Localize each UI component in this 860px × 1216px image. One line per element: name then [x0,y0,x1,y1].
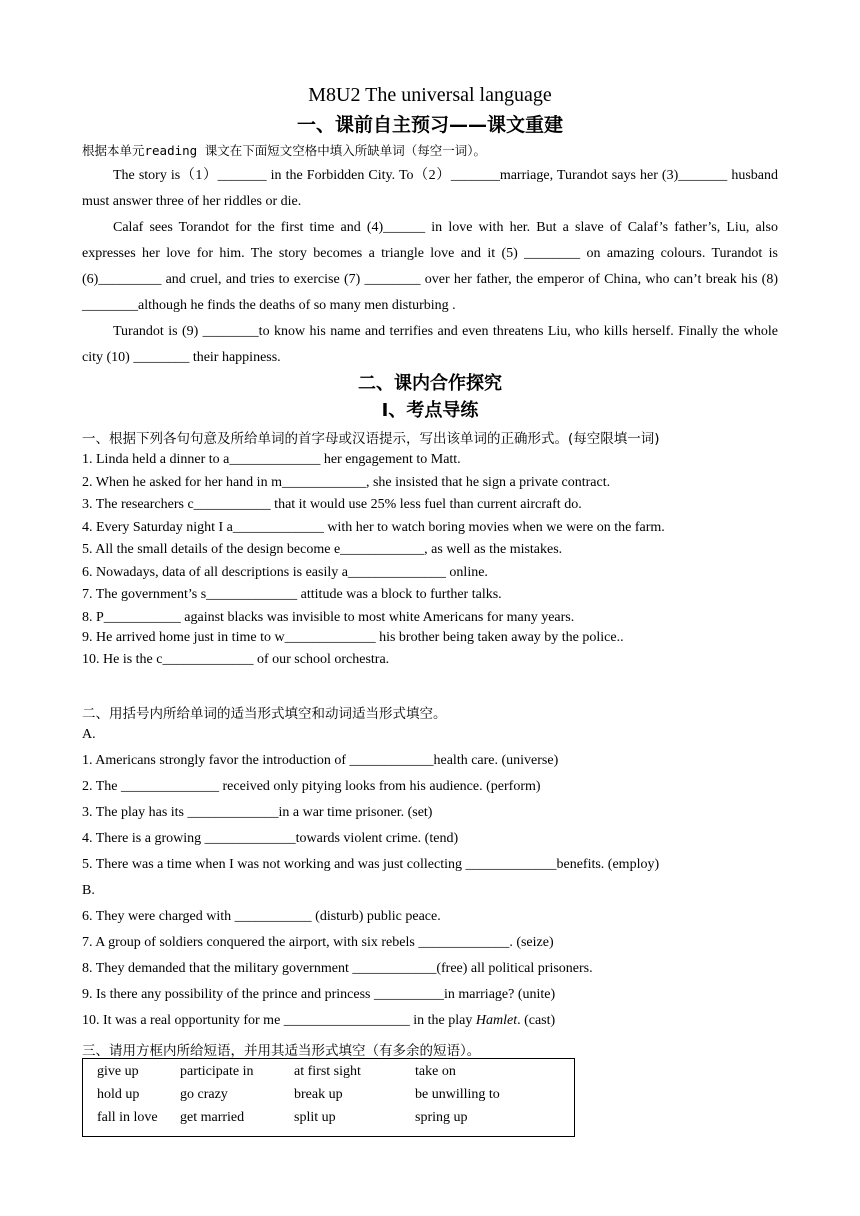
item-text: 10. It was a real opportunity for me __________________ in the play [82,1013,476,1028]
exercise-item: 6. They were charged with ___________ (disturb) public peace. [82,909,441,924]
exercise-item: 2. When he asked for her hand in m____________, she insisted that he sign a private contract. [82,475,611,490]
exercise-item: 1. Linda held a dinner to a_____________ her engagement to Matt. [82,452,461,467]
exercise-item: 6. Nowadays, data of all descriptions is easily a______________ online. [82,565,488,580]
exercise-item: 3. The researchers c___________ that it would use 25% less fuel than current aircraft do. [82,497,582,512]
part-a-heading: 一、根据下列各句句意及所给单词的首字母或汉语提示，写出该单词的正确形式。(每空限填一词) [82,431,660,447]
exercise-item: 8. P___________ against blacks was invisible to most white Americans for many years. [82,610,575,625]
phrase-cell: participate in [180,1064,254,1079]
section-heading-preview: 一、课前自主预习——课文重建 [296,114,563,136]
phrase-cell: give up [97,1064,139,1079]
phrase-cell: at first sight [294,1064,361,1079]
phrase-box [82,1058,575,1137]
section-subheading-practice: I、考点导练 [381,400,479,421]
exercise-item: 8. They demanded that the military government ____________(free) all political prisoners. [82,961,593,976]
exercise-item: 10. He is the c_____________ of our school orchestra. [82,652,390,667]
part-b-heading: 二、用括号内所给单词的适当形式填空和动词适当形式填空。 [82,706,447,722]
exercise-item: 7. A group of soldiers conquered the airport, with six rebels _____________. (seize) [82,935,554,950]
phrase-cell: get married [180,1110,245,1125]
phrase-cell: split up [294,1110,336,1125]
phrase-cell: be unwilling to [415,1087,500,1102]
exercise-item: 9. He arrived home just in time to w_____________ his brother being taken away by the police.. [82,630,624,645]
exercise-item: 9. Is there any possibility of the prince and princess __________in marriage? (unite) [82,987,556,1002]
phrase-cell: go crazy [180,1087,228,1102]
reading-instruction: 根据本单元reading 课文在下面短文空格中填入所缺单词（每空一词）。 [82,143,486,158]
phrase-cell: hold up [97,1087,140,1102]
exercise-item: 7. The government’s s_____________ attitude was a block to further talks. [82,587,502,602]
exercise-item-10 [82,1013,555,1029]
phrase-cell: take on [415,1064,456,1079]
part-c-heading: 三、请用方框内所给短语，并用其适当形式填空（有多余的短语）。 [82,1043,481,1059]
exercise-item: 4. There is a growing _____________towards violent crime. (tend) [82,831,459,846]
passage-paragraph-2: Calaf sees Torandot for the first time and (4)______ in love with her. But a slave of Calaf’s father’s, Liu, also expresses her love for him. The story becomes a triangle love and it (5) ________ on amazing colours. Turandot is (6)_________ and cruel, and tries to exercise (7) ________ over her father, the emperor of China, who can’t break his (8) ________although he finds the deaths of so many men disturbing . [82,220,778,313]
exercise-item: 3. The play has its _____________in a war time prisoner. (set) [82,805,433,820]
passage-paragraph-1: The story is（1）_______ in the Forbidden City. To（2）_______marriage, Turandot says her (3)_______ husband must answer three of her riddles or die. [82,168,778,209]
item-text-end: . (cast) [517,1013,556,1028]
play-title: Hamlet [475,1013,518,1028]
exercise-item: 1. Americans strongly favor the introduction of ____________health care. (universe) [82,753,559,768]
exercise-item: 5. There was a time when I was not working and was just collecting _____________benefits. (employ) [82,857,660,872]
group-label-a: A. [82,727,96,742]
exercise-item: 4. Every Saturday night I a_____________ with her to watch boring movies when we were on the farm. [82,520,665,535]
exercise-item: 5. All the small details of the design become e____________, as well as the mistakes. [82,542,563,557]
phrase-cell: fall in love [97,1110,158,1125]
phrase-cell: break up [294,1087,343,1102]
exercise-item: 2. The ______________ received only pitying looks from his audience. (perform) [82,779,541,794]
worksheet-title: M8U2 The universal language [308,84,552,106]
passage-paragraph-3: Turandot is (9) ________to know his name and terrifies and even threatens Liu, who kills herself. Finally the whole city (10) ________ their happiness. [82,324,778,365]
section-heading-cooperation: 二、课内合作探究 [358,373,502,394]
group-label-b: B. [82,883,95,898]
phrase-cell: spring up [415,1110,468,1125]
